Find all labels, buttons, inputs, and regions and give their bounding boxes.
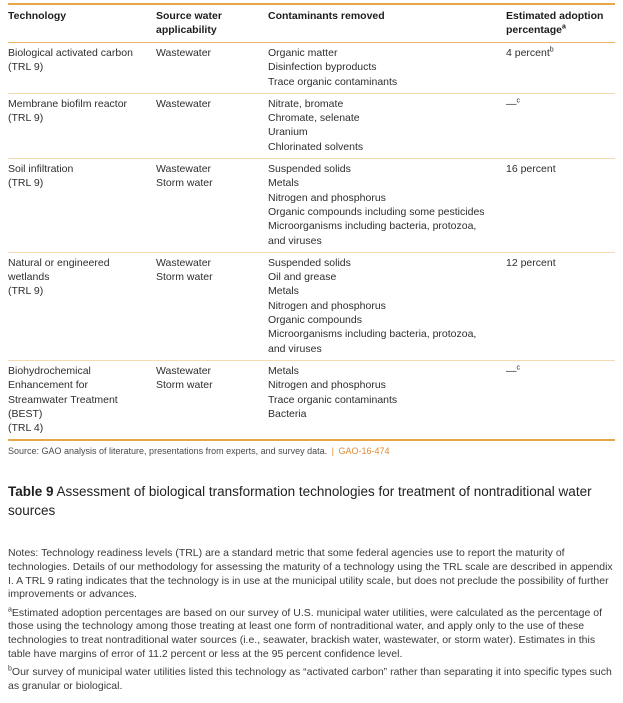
notes-paragraph: Notes: Technology readiness levels (TRL) are a standard metric that some federal agencies use to report the maturity of technologies. Details of our methodology for assessing the maturity of a technology using the TRL scale are described in appendix I. A TRL 9 rating indicates that the technology is in use at the municipal utility scale, but does not preclude the possibility of further improvements or advances. — [8, 547, 613, 601]
contaminant-item: Trace organic contaminants — [268, 75, 398, 88]
contaminant-item: Trace organic contaminants — [268, 393, 398, 406]
technology-name: Natural or engineered wetlands — [8, 256, 110, 284]
contaminant-item: Chromate, selenate — [268, 112, 360, 125]
contaminant-item: Nitrate, bromate — [268, 97, 344, 110]
technology-cell — [8, 159, 156, 253]
technology-cell — [8, 43, 156, 94]
source-water-cell — [156, 93, 268, 158]
adoption-value: 12 percent — [506, 256, 556, 269]
technology-name: Biohydrochemical Enhancement for Streamwater Treatment (BEST) — [8, 364, 118, 420]
adoption-cell — [506, 159, 615, 253]
contaminant-item: Disinfection byproducts — [268, 61, 377, 74]
source-water-item: Wastewater — [156, 364, 212, 377]
table-row — [8, 93, 615, 158]
footnote-b — [8, 666, 615, 693]
adoption-cell — [506, 93, 615, 158]
technology-trl: (TRL 4) — [8, 422, 44, 435]
column-header-source-water: Source water applicability — [156, 10, 222, 36]
adoption-superscript: c — [516, 97, 520, 105]
report-id-link[interactable]: GAO-16-474 — [338, 446, 390, 457]
table-caption-text: Assessment of biological transformation technologies for treatment of nontraditional water sources — [8, 484, 592, 518]
table-row — [8, 360, 615, 440]
contaminant-item: Organic compounds — [268, 314, 362, 327]
table-header — [8, 4, 615, 43]
adoption-superscript: b — [549, 46, 554, 54]
source-water-item: Wastewater — [156, 256, 212, 269]
contaminant-item: Metals — [268, 177, 299, 190]
adoption-value: 4 percent — [506, 47, 550, 59]
adoption-value: — — [506, 364, 517, 377]
technology-cell — [8, 252, 156, 360]
adoption-superscript: c — [516, 364, 520, 372]
column-header-adoption: Estimated adoption percentage$^a$ — [506, 10, 604, 36]
technology-trl: (TRL 9) — [8, 285, 44, 298]
footnote-a — [8, 607, 615, 661]
technology-name: Membrane biofilm reactor — [8, 97, 128, 110]
source-water-cell — [156, 252, 268, 360]
contaminant-item: Metals — [268, 364, 299, 377]
contaminant-item: Chlorinated solvents — [268, 140, 364, 153]
table-caption-number: Table 9 — [8, 484, 54, 500]
table-header-row — [8, 4, 615, 43]
column-header-contaminants: Contaminants removed — [268, 10, 385, 22]
adoption-cell — [506, 43, 615, 94]
contaminants-cell — [268, 43, 506, 94]
adoption-cell — [506, 252, 615, 360]
contaminant-item: Nitrogen and phosphorus — [268, 299, 386, 312]
footnote-b-marker: b — [8, 665, 12, 673]
technology-trl: (TRL 9) — [8, 61, 44, 74]
contaminant-item: Suspended solids — [268, 256, 351, 269]
contaminants-cell — [268, 159, 506, 253]
source-water-item: Storm water — [156, 271, 213, 284]
technology-cell — [8, 360, 156, 440]
contaminant-item: Nitrogen and phosphorus — [268, 191, 386, 204]
contaminant-item: Nitrogen and phosphorus — [268, 379, 386, 392]
header-superscript: a — [562, 23, 566, 30]
contaminants-cell — [268, 252, 506, 360]
table-row — [8, 159, 615, 253]
technology-name: Biological activated carbon — [8, 47, 133, 59]
contaminant-item: Suspended solids — [268, 163, 351, 176]
technology-cell — [8, 93, 156, 158]
contaminant-item: Metals — [268, 285, 299, 298]
table-caption — [8, 483, 615, 520]
table-row — [8, 43, 615, 94]
source-water-cell — [156, 43, 268, 94]
technology-trl: (TRL 9) — [8, 177, 44, 190]
source-text: Source: GAO analysis of literature, presentations from experts, and survey data. — [8, 446, 328, 457]
contaminant-item: Microorganisms including bacteria, protozoa, and viruses — [268, 328, 477, 355]
source-water-cell — [156, 360, 268, 440]
adoption-value: 16 percent — [506, 163, 556, 176]
source-line — [8, 445, 615, 457]
source-water-item: Wastewater — [156, 47, 212, 59]
contaminant-item: Uranium — [268, 126, 308, 139]
source-separator: | — [331, 446, 335, 457]
contaminant-item: Bacteria — [268, 407, 307, 420]
contaminant-item: Organic compounds including some pesticides — [268, 205, 485, 218]
contaminant-item: Organic matter — [268, 47, 338, 59]
contaminants-cell — [268, 93, 506, 158]
contaminant-item: Microorganisms including bacteria, protozoa, and viruses — [268, 220, 477, 247]
technology-assessment-table — [8, 3, 615, 441]
source-water-item: Wastewater — [156, 163, 212, 176]
footnote-b-text: Our survey of municipal water utilities listed this technology as “activated carbon” rather than separating it into specific types such as granular or biological. — [8, 666, 612, 692]
table-body — [8, 43, 615, 441]
source-water-item: Wastewater — [156, 97, 212, 110]
contaminants-cell — [268, 360, 506, 440]
footnote-a-marker: a — [8, 606, 12, 614]
source-water-item: Storm water — [156, 379, 213, 392]
contaminant-item: Oil and grease — [268, 271, 337, 284]
adoption-value: — — [506, 97, 517, 110]
adoption-cell — [506, 360, 615, 440]
table-row — [8, 252, 615, 360]
technology-name: Soil infiltration — [8, 163, 74, 176]
source-water-item: Storm water — [156, 177, 213, 190]
column-header-technology: Technology — [8, 10, 67, 22]
technology-trl: (TRL 9) — [8, 112, 44, 125]
footnote-a-text: Estimated adoption percentages are based on our survey of U.S. municipal water utilities, were calculated as the percentage of those using the technology among those treating at least one form of nontraditional water, and apply only to the use of these technologies to treat nontraditional water sources (i.e., seawater, brackish water, wastewater, or storm water). Estimates in this table have margins of error of 11.2 percent or less at the 95 percent confidence level. — [8, 606, 602, 660]
source-water-cell — [156, 159, 268, 253]
